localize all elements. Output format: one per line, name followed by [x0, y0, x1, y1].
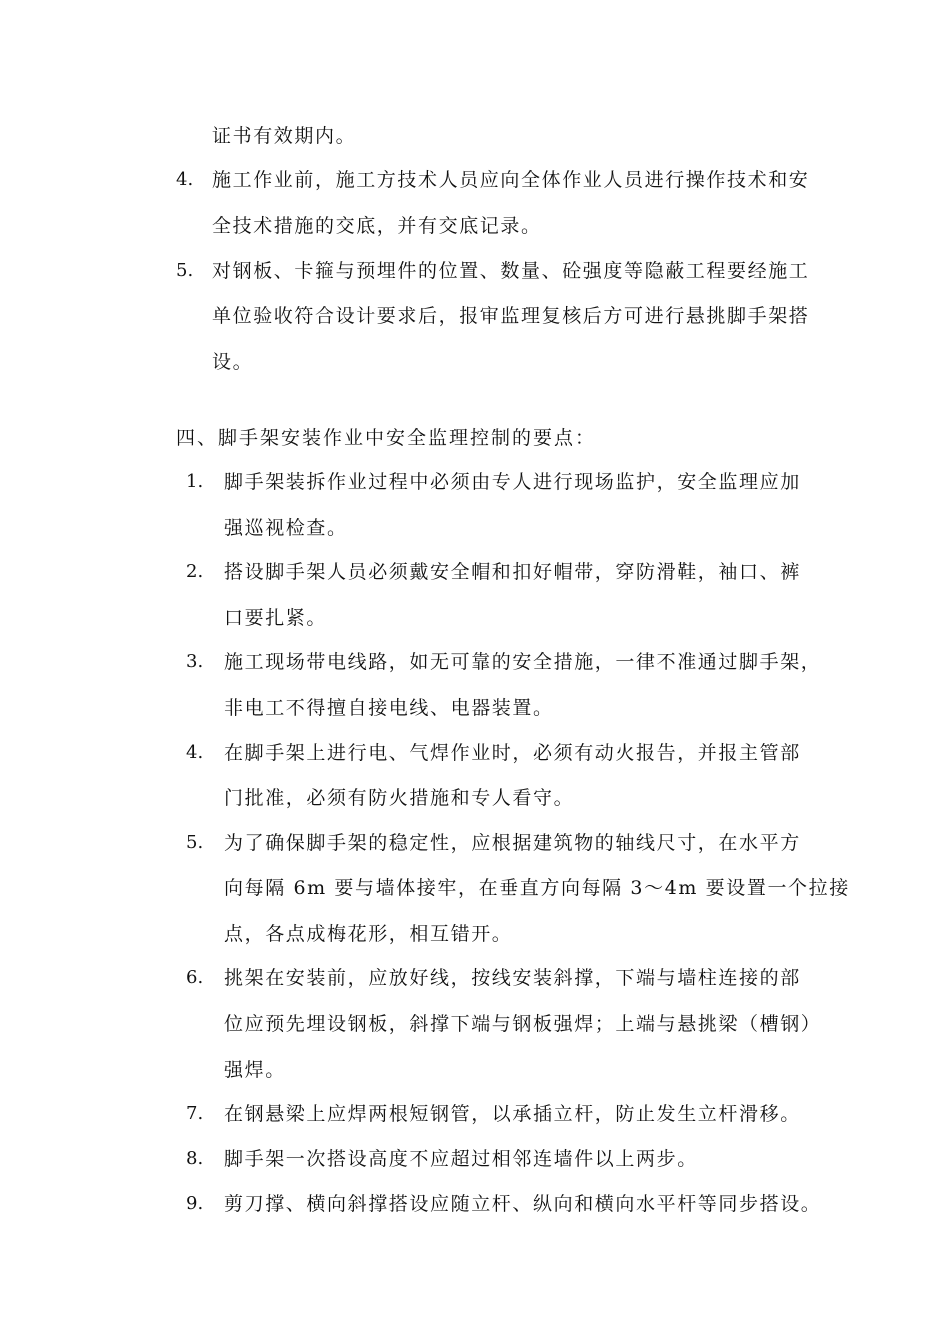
item-number: 8.: [186, 1148, 204, 1169]
item-number: 9.: [186, 1193, 204, 1214]
item-text-line: 口要扎紧。: [224, 607, 328, 629]
continuation-text: 证书有效期内。: [212, 125, 357, 147]
item-text-line: 挑架在安装前，应放好线，按线安装斜撑，下端与墙柱连接的部: [224, 967, 801, 989]
item-number: 1.: [186, 471, 204, 492]
item-text-line: 为了确保脚手架的稳定性，应根据建筑物的轴线尺寸，在水平方: [224, 832, 801, 854]
item-number: 4.: [186, 742, 204, 763]
item-text-line: 搭设脚手架人员必须戴安全帽和扣好帽带，穿防滑鞋，袖口、裤: [224, 561, 801, 583]
section-heading: 四、脚手架安装作业中安全监理控制的要点：: [176, 427, 597, 449]
item-text-line: 位应预先埋设钢板，斜撑下端与钢板强焊；上端与悬挑梁（槽钢）: [224, 1013, 822, 1035]
item-text-line: 在钢悬梁上应焊两根短钢管，以承插立杆，防止发生立杆滑移。: [224, 1103, 801, 1125]
item-text-line: 剪刀撑、横向斜撑搭设应随立杆、纵向和横向水平杆等同步搭设。: [224, 1193, 822, 1215]
item-text-line: 在脚手架上进行电、气焊作业时，必须有动火报告，并报主管部: [224, 742, 801, 764]
item-text-line: 单位验收符合设计要求后，报审监理复核后方可进行悬挑脚手架搭: [212, 305, 810, 327]
item-text-line: 施工现场带电线路，如无可靠的安全措施，一律不准通过脚手架，: [224, 651, 822, 673]
item-number: 2.: [186, 561, 204, 582]
item-text-line: 脚手架一次搭设高度不应超过相邻连墙件以上两步。: [224, 1148, 698, 1170]
item-number: 5.: [186, 832, 204, 853]
item-number: 4.: [176, 169, 194, 190]
item-text-line: 强焊。: [224, 1059, 286, 1081]
item-number: 3.: [186, 651, 204, 672]
item-text-line: 对钢板、卡箍与预埋件的位置、数量、砼强度等隐蔽工程要经施工: [212, 260, 810, 282]
item-number: 6.: [186, 967, 204, 988]
item-text-line: 点，各点成梅花形，相互错开。: [224, 923, 513, 945]
item-text-line: 全技术措施的交底，并有交底记录。: [212, 215, 542, 237]
item-text-line: 非电工不得擅自接电线、电器装置。: [224, 697, 554, 719]
item-text-line: 向每隔 6m 要与墙体接牢，在垂直方向每隔 3～4m 要设置一个拉接: [224, 877, 850, 899]
item-text-line: 强巡视检查。: [224, 517, 348, 539]
item-text-line: 施工作业前，施工方技术人员应向全体作业人员进行操作技术和安: [212, 169, 810, 191]
item-text-line: 脚手架装拆作业过程中必须由专人进行现场监护，安全监理应加: [224, 471, 801, 493]
item-number: 5.: [176, 260, 194, 281]
item-text-line: 设。: [212, 351, 254, 373]
item-text-line: 门批准，必须有防火措施和专人看守。: [224, 787, 575, 809]
item-number: 7.: [186, 1103, 204, 1124]
